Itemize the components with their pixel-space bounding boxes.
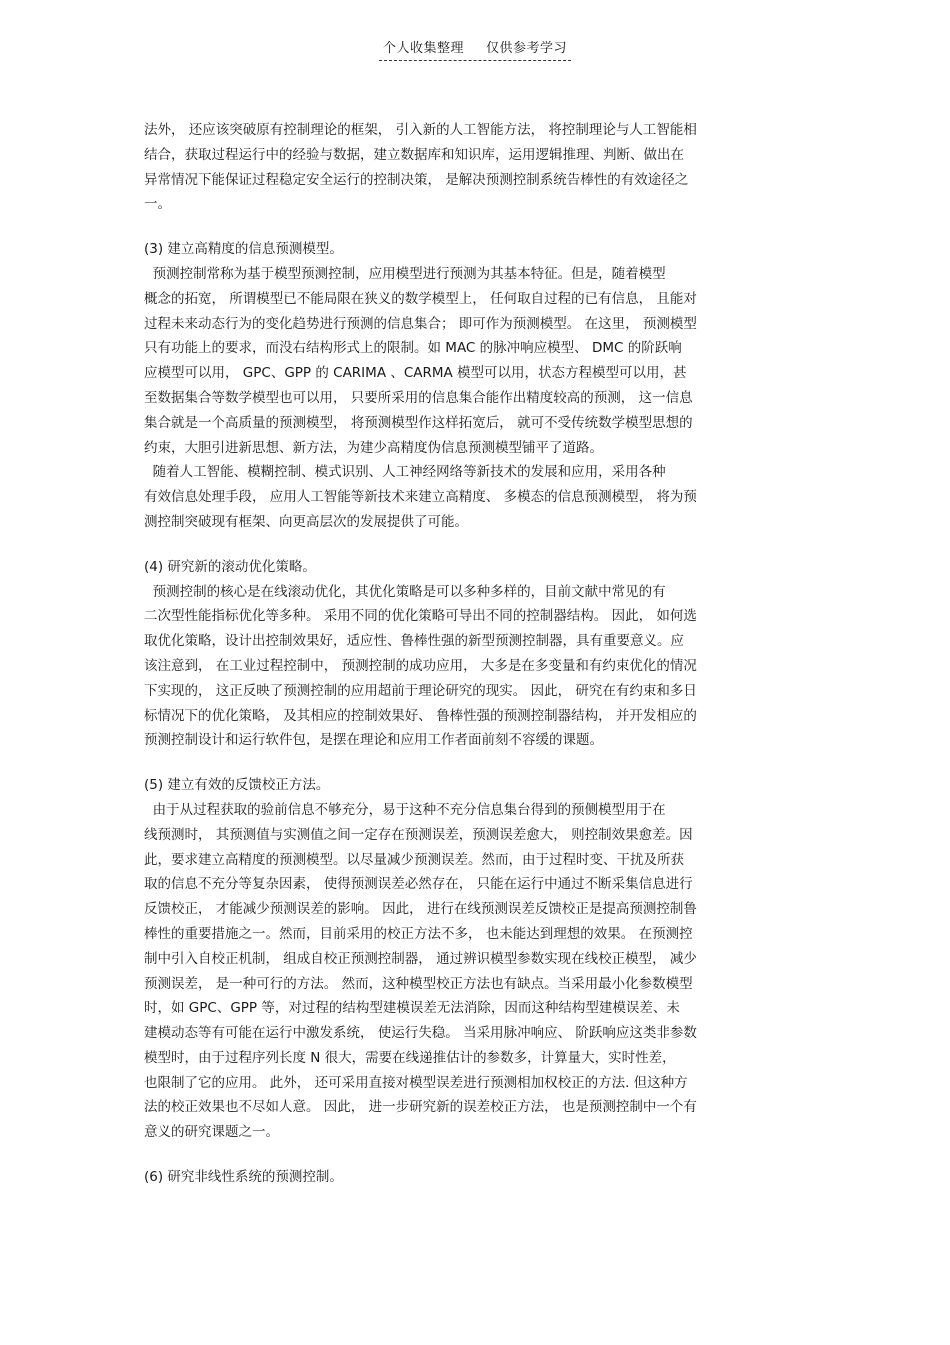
- paragraph-gap: [144, 1145, 804, 1165]
- text-line: 预测误差， 是一种可行的方法。 然而，这种模型校正方法也有缺点。当采用最小化参数模型: [144, 975, 693, 992]
- text-line: 至数据集合等数学模型也可以用， 只要所采用的信息集合能作出精度较高的预测， 这一信息: [144, 389, 693, 406]
- section-4: [144, 555, 804, 753]
- text-line: 应模型可以用， GPC、GPP 的 CARIMA 、CARMA 模型可以用，状态方程模型可以用，甚: [144, 365, 687, 382]
- text-line: 由于从过程获取的验前信息不够充分，易于这种不充分信息集台得到的预侧模型用于在: [144, 801, 666, 818]
- document-body: [144, 118, 804, 1190]
- text-line: 此，要求建立高精度的预测模型。以尽量减少预测误差。然而，由于过程时变、干扰及所获: [144, 851, 684, 868]
- text-line: 约束，大胆引进新思想、新方法，为建少高精度伪信息预测模型铺平了道路。: [144, 439, 603, 456]
- header-right-text: 仅供参考学习: [486, 41, 568, 56]
- text-line: 标情况下的优化策略， 及其相应的控制效果好、 鲁棒性强的预测控制器结构， 并开发相应的: [144, 707, 697, 724]
- text-line: 预测控制常称为基于模型预测控制，应用模型进行预测为其基本特征。但是，随着模型: [144, 265, 666, 282]
- text-line: 异常情况下能保证过程稳定安全运行的控制决策， 是解决预测控制系统告棒性的有效途径之: [144, 171, 689, 188]
- text-line: 也限制了它的应用。 此外， 还可采用直接对模型误差进行预测相加权校正的方法. 但这种方: [144, 1074, 688, 1091]
- intro-paragraph: [144, 118, 804, 217]
- section-heading: (5) 建立有效的反馈校正方法。: [144, 777, 330, 794]
- header-left-text: 个人收集整理: [382, 41, 464, 56]
- text-line: 下实现的， 这正反映了预测控制的应用超前于理论研究的现实。 因此， 研究在有约束和多日: [144, 682, 697, 699]
- section-heading: (4) 研究新的滚动优化策略。: [144, 558, 316, 575]
- text-line: 预测控制设计和运行软件包，是摆在理论和应用工作者面前刻不容缓的课题。: [144, 732, 603, 749]
- text-line: 取的信息不充分等复杂因素， 使得预测误差必然存在， 只能在运行中通过不断采集信息进行: [144, 876, 693, 893]
- paragraph-gap: [144, 753, 804, 773]
- section-5: [144, 773, 804, 1145]
- text-line: 模型时，由于过程序列长度 N 很大，需要在线递推估计的参数多，计算量大，实时性差，: [144, 1049, 676, 1066]
- text-line: 一。: [144, 196, 171, 213]
- text-line: 测控制突破现有框架、向更高层次的发展提供了可能。: [144, 513, 468, 530]
- text-line: 法的校正效果也不尽如人意。 因此， 进一步研究新的误差校正方法， 也是预测控制中一个有: [144, 1099, 697, 1116]
- text-line: 法外， 还应该突破原有控制理论的框架， 引入新的人工智能方法， 将控制理论与人工智能相: [144, 122, 697, 138]
- text-line: 有效信息处理手段， 应用人工智能等新技术来建立高精度、 多模态的信息预测模型， 将为预: [144, 489, 697, 506]
- text-line: 只有功能上的要求，而没右结构形式上的限制。如 MAC 的脉冲响应模型、 DMC 的阶跃响: [144, 340, 682, 357]
- text-line: 该注意到， 在工业过程控制中， 预测控制的成功应用， 大多是在多变量和有约束优化的情况: [144, 657, 697, 674]
- text-line: 棒性的重要措施之一。然而，目前采用的校正方法不多， 也未能达到理想的效果。 在预测控: [144, 925, 693, 942]
- text-line: 集合就是一个高质量的预测模型， 将预测模型作这样拓宽后， 就可不受传统数学模型思想的: [144, 414, 693, 431]
- section-heading: (3) 建立高精度的信息预测模型。: [144, 241, 343, 258]
- text-line: 意义的研究课题之一。: [144, 1124, 279, 1141]
- text-line: 建模动态等有可能在运行中激发系统， 使运行失稳。 当采用脉冲响应、 阶跃响应这类非参数: [144, 1025, 697, 1042]
- paragraph-gap: [144, 217, 804, 237]
- section-6: [144, 1165, 804, 1190]
- text-line: 取优化策略，设计出控制效果好，适应性、鲁棒性强的新型预测控制器，具有重要意义。应: [144, 633, 684, 650]
- text-line: 概念的拓宽， 所谓模型已不能局限在狭义的数学模型上， 任何取自过程的已有信息， 且能对: [144, 290, 697, 307]
- text-line: 时，如 GPC、GPP 等，对过程的结构型建模误差无法消除，因而这种结构型建模误差、未: [144, 1000, 680, 1017]
- text-line: 线预测时， 其预测值与实测值之间一定存在预测误差，预测误差愈大， 则控制效果愈差。因: [144, 826, 693, 843]
- paragraph-gap: [144, 535, 804, 555]
- text-line: 结合，获取过程运行中的经验与数据，建立数据库和知识库，运用逻辑推理、判断、做出在: [144, 146, 684, 163]
- section-heading: (6) 研究非线性系统的预测控制。: [144, 1169, 343, 1186]
- text-line: 反馈校正， 才能减少预测误差的影响。 因此， 进行在线预测误差反馈校正是提高预测控制鲁: [144, 901, 697, 918]
- section-3: [144, 237, 804, 535]
- text-line: 制中引入自校正机制， 组成自校正预测控制器， 通过辨识模型参数实现在线校正模型， 减少: [144, 950, 697, 967]
- text-line: 过程未来动态行为的变化趋势进行预测的信息集合； 即可作为预测模型。 在这里， 预测模型: [144, 315, 697, 332]
- text-line: 预测控制的核心是在线滚动优化，其优化策略是可以多种多样的，目前文献中常见的有: [144, 583, 666, 600]
- text-line: 二次型性能指标优化等多种。 采用不同的优化策略可导出不同的控制器结构。 因此， 如何选: [144, 608, 697, 625]
- text-line: 随着人工智能、模糊控制、模式识别、人工神经网络等新技术的发展和应用，采用各种: [144, 464, 666, 481]
- header-dashed-underline: [379, 40, 571, 61]
- page-header: [0, 40, 950, 61]
